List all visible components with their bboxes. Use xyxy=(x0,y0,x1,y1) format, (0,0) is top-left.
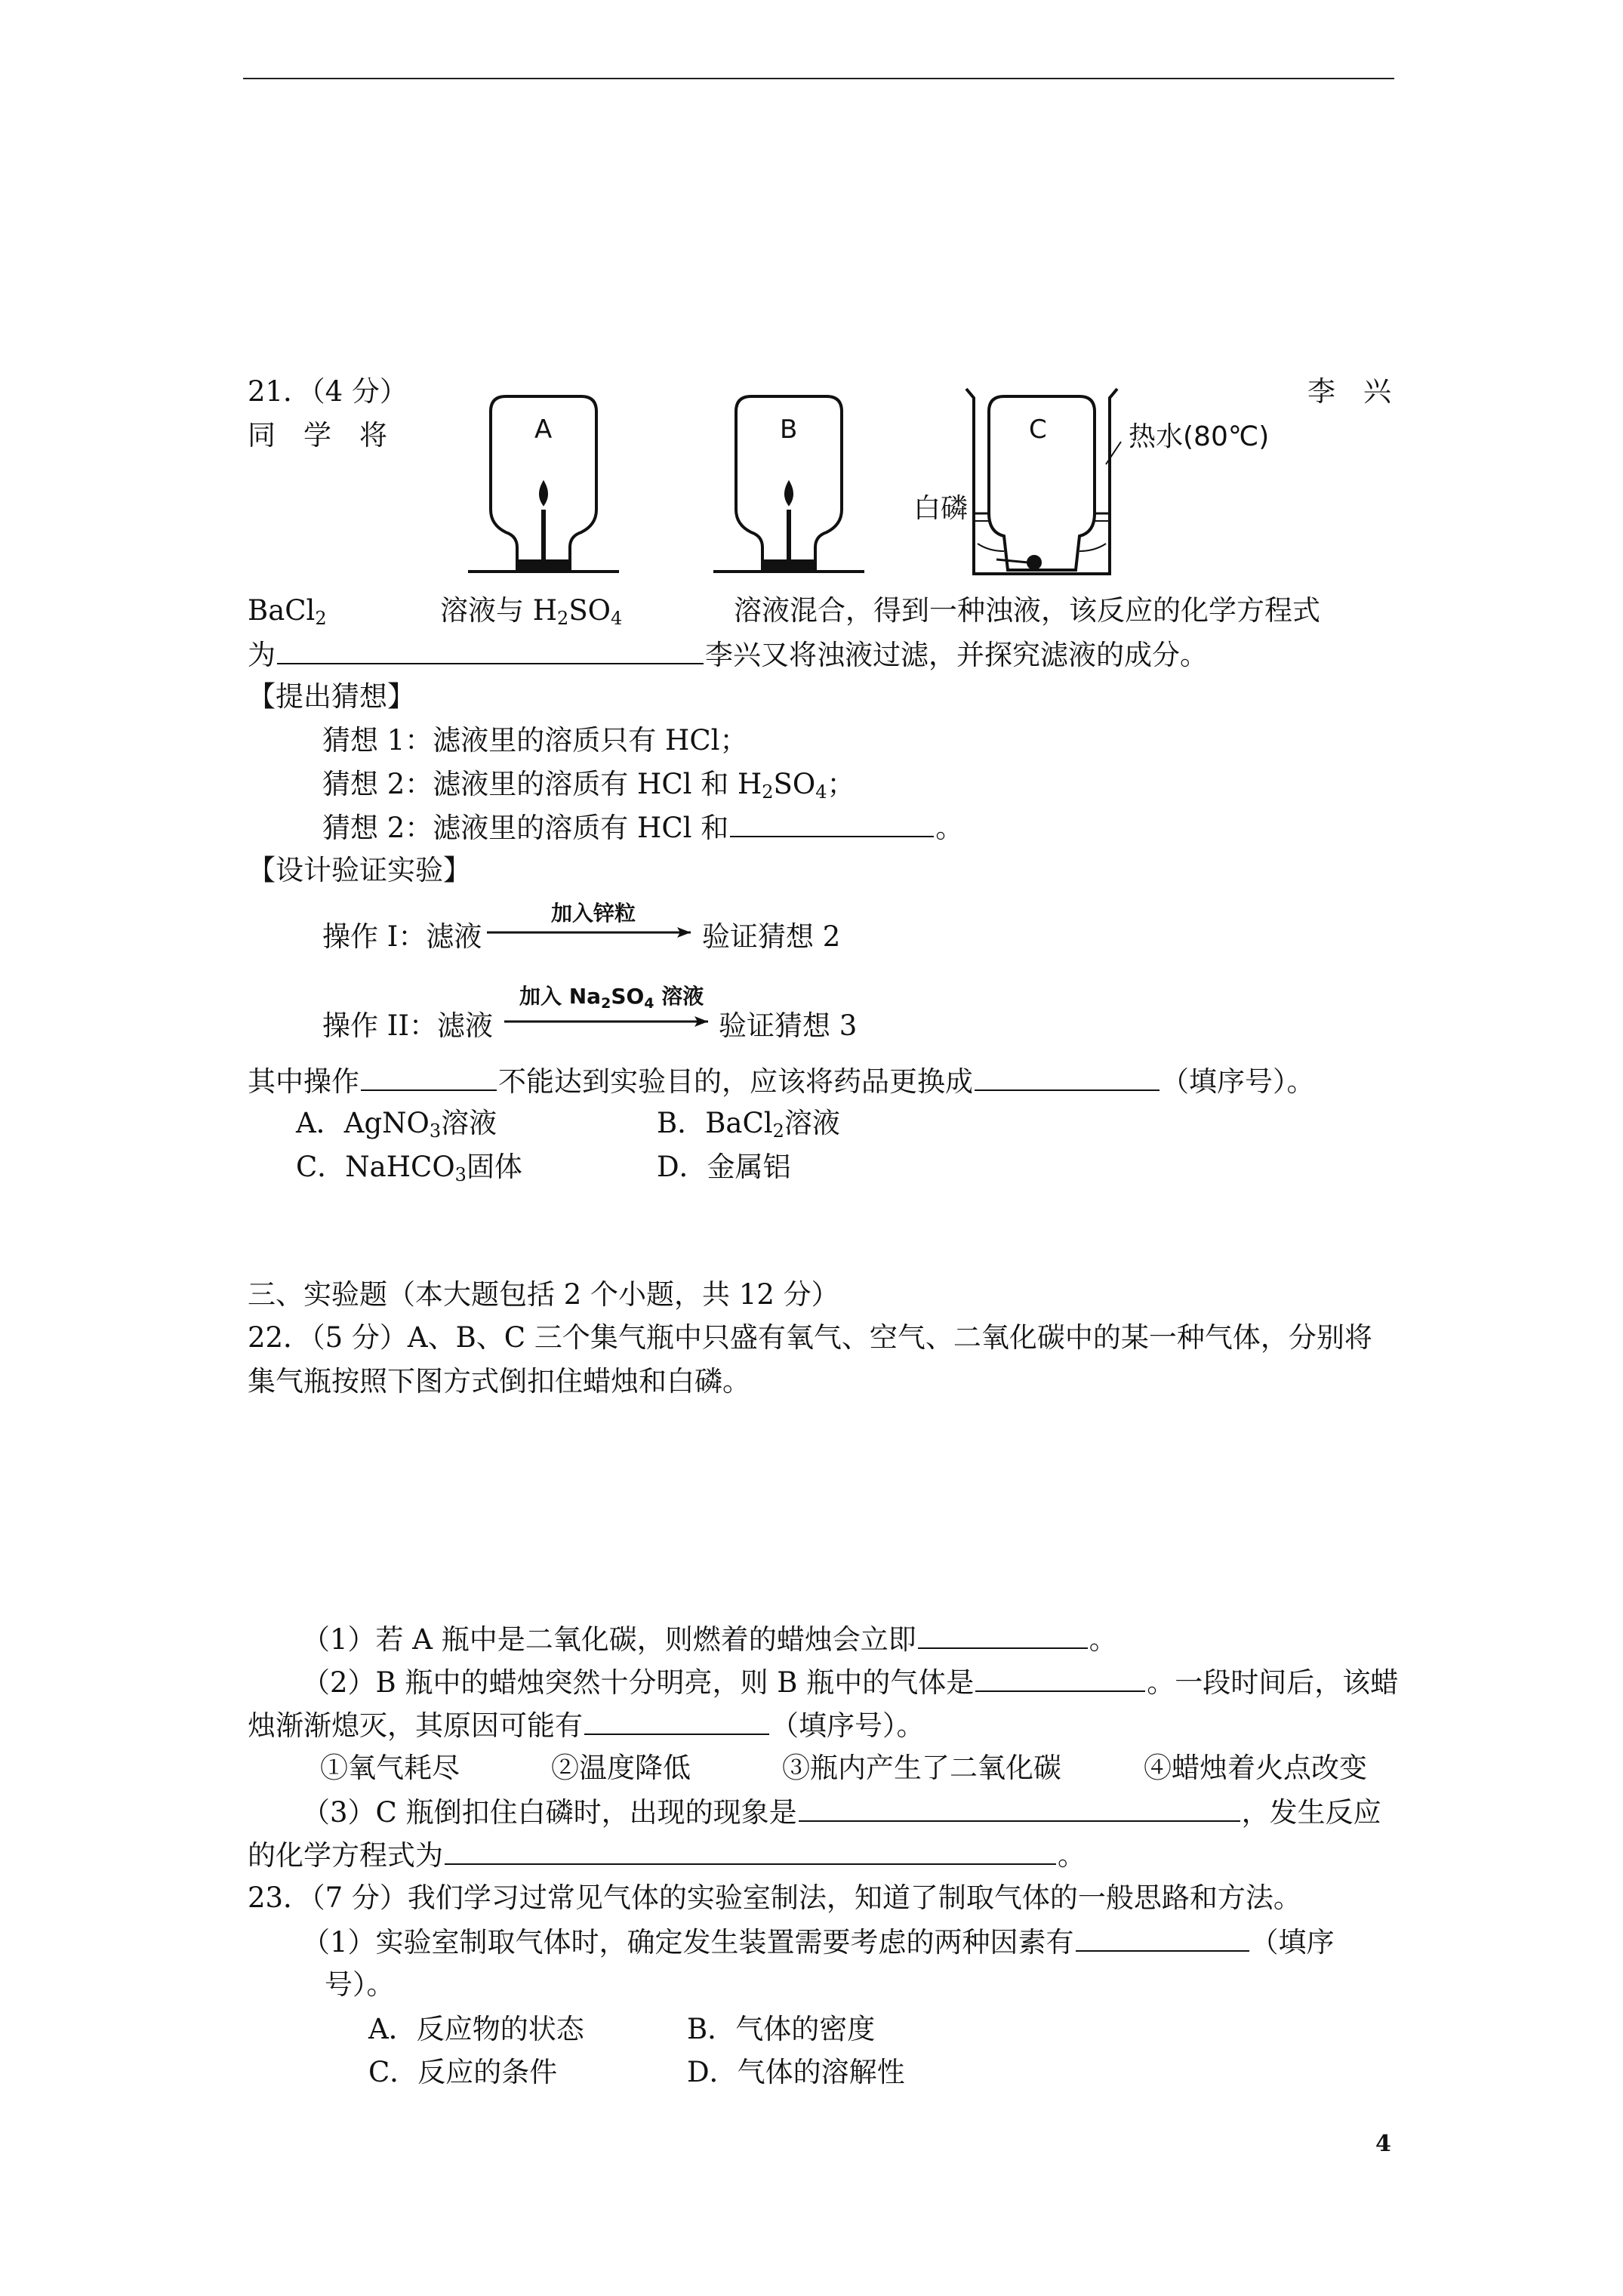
q22-line2: 集气瓶按照下图方式倒扣住蜡烛和白磷。 xyxy=(248,1365,750,1398)
q23-part1-line2: 号）。 xyxy=(325,1968,395,2001)
q22-part3-equation-blank[interactable] xyxy=(445,1841,1056,1865)
q22-line1: 22．（5 分）A、B、C 三个集气瓶中只盛有氧气、空气、二氧化碳中的某一种气体，分别将 xyxy=(248,1321,1372,1354)
bottle-a-label: A xyxy=(534,415,553,445)
operation-1-reagent: 加入锌粒 xyxy=(551,901,636,926)
hypothesis-3-blank[interactable] xyxy=(730,813,934,837)
q23-option-d: D．气体的溶解性 xyxy=(687,2056,905,2088)
operation-2-post: 验证猜想 3 xyxy=(719,1009,858,1042)
q22-choice-4: ④蜡烛着火点改变 xyxy=(1144,1752,1367,1784)
header-rule xyxy=(243,78,1394,79)
q22-part3-line2: 的化学方程式为 。 xyxy=(248,1839,1086,1872)
section-3-heading: 三、实验题（本大题包括 2 个小题，共 12 分） xyxy=(248,1278,839,1311)
q21-option-b: B．BaCl$_2$溶液 xyxy=(657,1107,840,1142)
bacl2-text: BaCl xyxy=(248,594,316,627)
hot-water-label: 热水(80℃) xyxy=(1129,421,1270,452)
q22-part2-gas-blank[interactable] xyxy=(975,1668,1145,1692)
hypothesis-2: 猜想 2：滤液里的溶质有 HCl 和 $H_2SO_4$； xyxy=(322,768,855,803)
experiment-heading: 【设计验证实验】 xyxy=(248,854,471,886)
q22-choice-1: ①氧气耗尽 xyxy=(320,1752,460,1784)
q22-part2: （2）B 瓶中的蜡烛突然十分明亮，则 B 瓶中的气体是 。一段时间后，该蜡 xyxy=(302,1666,1399,1699)
q23-option-a: A．反应物的状态 xyxy=(368,2013,584,2045)
q21-line3c: 溶液混合，得到一种浊液，该反应的化学方程式 xyxy=(734,594,1320,627)
q22-part3: （3）C 瓶倒扣住白磷时，出现的现象是 ，发生反应 xyxy=(302,1796,1381,1829)
q22-choice-3: ③瓶内产生了二氧化碳 xyxy=(782,1752,1061,1784)
page-number: 4 xyxy=(1375,2131,1391,2157)
q21-option-a: A．AgNO$_3$溶液 xyxy=(296,1107,497,1142)
white-phosphorus-label: 白磷 xyxy=(913,493,969,524)
q23-option-c: C．反应的条件 xyxy=(368,2056,558,2088)
q22-part1-blank[interactable] xyxy=(918,1625,1088,1649)
operation-1-pre: 操作 I：滤液 xyxy=(322,920,482,953)
bottles-figure xyxy=(445,381,1313,581)
bottle-b-label: B xyxy=(780,415,798,445)
q22-part2-line2: 烛渐渐熄灭，其原因可能有 （填序号）。 xyxy=(248,1709,925,1742)
bottle-c-label: C xyxy=(1029,415,1047,445)
q21-line3: BaCl$_2$ xyxy=(248,594,327,629)
q21-line4: 为 李兴又将浊液过滤，并探究滤液的成分。 xyxy=(248,639,1208,671)
q23-part1-blank[interactable] xyxy=(1076,1928,1249,1952)
q21-lead-right: 李 兴 xyxy=(1307,375,1391,408)
q22-choice-2: ②温度降低 xyxy=(551,1752,691,1784)
q21-question: 其中操作 不能达到实验目的，应该将药品更换成 （填序号）。 xyxy=(248,1065,1315,1098)
q22-part2-reason-blank[interactable] xyxy=(584,1711,769,1735)
equation-blank[interactable] xyxy=(277,640,704,664)
q23-line1: 23．（7 分）我们学习过常见气体的实验室制法，知道了制取气体的一般思路和方法。 xyxy=(248,1881,1301,1914)
reagent-blank[interactable] xyxy=(975,1067,1160,1091)
hypothesis-heading: 【提出猜想】 xyxy=(248,680,415,713)
q23-part1: （1）实验室制取气体时，确定发生装置需要考虑的两种因素有 （填序 xyxy=(302,1926,1335,1959)
q21-option-c: C．NaHCO$_3$固体 xyxy=(296,1151,522,1185)
q21-line3b: 溶液与 $H_2SO_4$ xyxy=(440,594,623,629)
q23-option-b: B．气体的密度 xyxy=(687,2013,876,2045)
hypothesis-3: 猜想 2：滤液里的溶质有 HCl 和 。 xyxy=(322,812,964,844)
operation-1-post: 验证猜想 2 xyxy=(702,920,841,953)
hypothesis-1: 猜想 1：滤液里的溶质只有 HCl； xyxy=(322,724,748,757)
q21-lead: 21．（4 分） xyxy=(248,375,408,408)
operation-blank[interactable] xyxy=(361,1067,497,1091)
q21-option-d: D．金属铝 xyxy=(657,1151,791,1183)
operation-2-reagent: 加入 $Na_2SO_4$ 溶液 xyxy=(519,984,704,1012)
q21-line2: 同 学 将 xyxy=(248,419,387,451)
operation-2-pre: 操作 II：滤液 xyxy=(322,1009,493,1042)
q22-part3-phenomenon-blank[interactable] xyxy=(799,1798,1240,1822)
q22-part1: （1）若 A 瓶中是二氧化碳，则燃着的蜡烛会立即 。 xyxy=(302,1623,1117,1656)
